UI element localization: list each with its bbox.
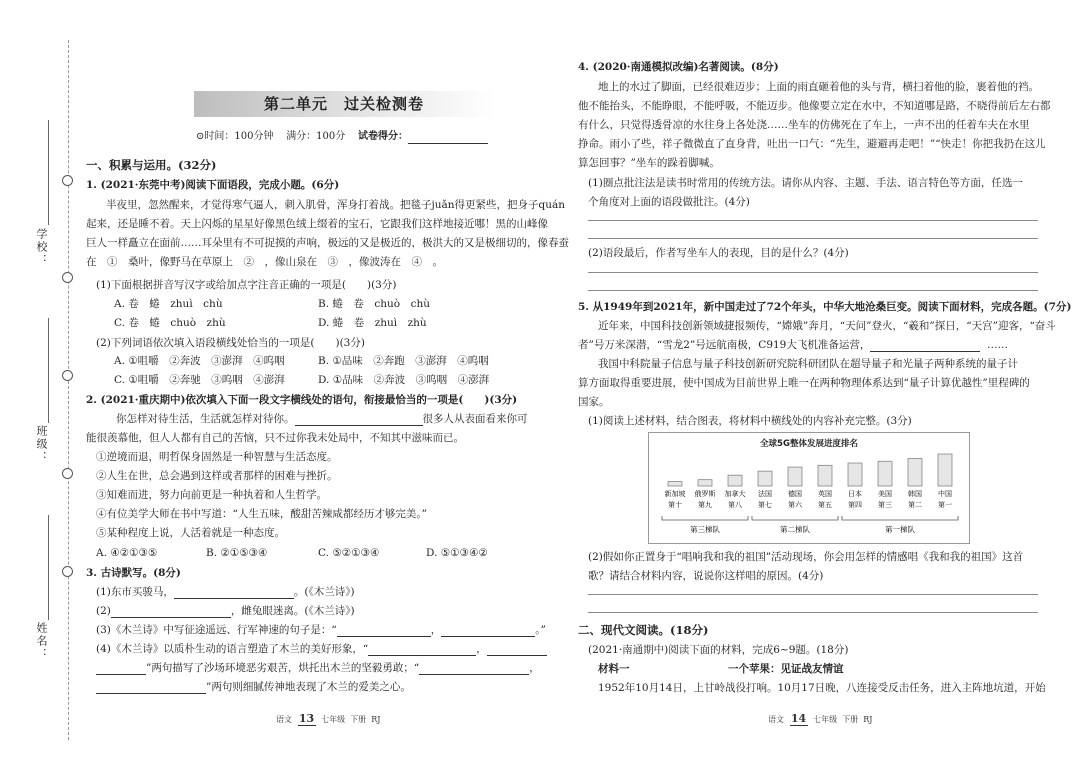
footer-term: 下册 bbox=[842, 715, 859, 724]
q5-sub2: (2)假如你正置身于“唱响我和我的祖国”活动现场，你会用怎样的情感唱《我和我的祖国》这首 bbox=[588, 551, 1024, 563]
chart-group-label: 第二梯队 bbox=[780, 525, 810, 534]
binding-hole-icon bbox=[62, 566, 73, 577]
q3-blank[interactable] bbox=[337, 636, 431, 637]
chart-category-label: 第八 bbox=[728, 501, 742, 509]
q1-option-a[interactable]: A. 卷 蜷 zhuì chù bbox=[114, 298, 223, 310]
binding-hole-icon bbox=[62, 370, 73, 381]
left-footer bbox=[276, 712, 381, 726]
chart-category-label: 第一 bbox=[938, 501, 952, 509]
chart-category-label: 新加坡 bbox=[664, 490, 686, 498]
chart-category-label: 日本 bbox=[848, 490, 862, 498]
chart-category-label: 第九 bbox=[698, 501, 712, 509]
binding-hole-icon bbox=[62, 175, 73, 186]
chart-category-label: 第七 bbox=[758, 501, 772, 509]
q5-blank[interactable] bbox=[870, 351, 980, 352]
q1-sub1: (1)下面根据拼音写汉字或给加点字注音正确的一项是( )(3分) bbox=[96, 279, 397, 291]
q3-head: 3. 古诗默写。(8分) bbox=[86, 567, 181, 579]
q5-text: …… bbox=[987, 339, 1009, 351]
q2-item: ⑤某种程度上说，人活着就是一种态度。 bbox=[96, 527, 285, 539]
chart-category-label: 中国 bbox=[938, 490, 952, 498]
q4-line: 他不能抬头，不能睁眼，不能呼吸，不能迈步。他像要立定在水中，不知道哪是路，不晓得前后左右都 bbox=[578, 100, 1051, 112]
chart-bar bbox=[938, 454, 952, 486]
answer-line[interactable] bbox=[588, 272, 1038, 273]
q3-text: 。(《木兰诗》) bbox=[293, 586, 355, 598]
q1-line: 起来，还是睡不着。天上闪烁的星星好像黑色绒上缀着的宝石，它跟我们这样地接近哪！黑的山峰像 bbox=[86, 218, 548, 230]
q1-sub2-option-c[interactable]: C. ①咀嚼 ②奔驰 ③呜咽 ④澎湃 bbox=[114, 374, 285, 386]
q2-option-b[interactable]: B. ②①⑤③④ bbox=[206, 547, 268, 559]
q4-line: 有什么，只觉得透骨凉的水往身上各处浇……坐车的仿佛死在了车上，一声不出的任着车夫在水里 bbox=[578, 119, 1030, 131]
page-number: 13 bbox=[298, 712, 315, 725]
q3-text: 。” bbox=[535, 624, 546, 636]
chart-category-label: 德国 bbox=[788, 490, 802, 498]
q3-text: ， bbox=[430, 624, 442, 636]
answer-line[interactable] bbox=[588, 220, 1038, 221]
answer-line[interactable] bbox=[588, 238, 1038, 239]
chart-category-label: 第六 bbox=[788, 501, 802, 509]
chart-bar bbox=[878, 461, 892, 486]
q1-line: 巨人一样矗立在面前……耳朵里有不可捉摸的声响，极远的又是极近的，极洪大的又是极细切的，像春蚕 bbox=[86, 237, 569, 249]
section2-heading: 二、现代文阅读。(18分) bbox=[578, 623, 709, 637]
q5-line: 近年来，中国科技创新领域捷报频传，“嫦娥”奔月，“天问”登火，“羲和”探日，“天宫”迎客，“奋斗 bbox=[598, 320, 1056, 332]
chart-bar bbox=[818, 465, 832, 486]
q3-line bbox=[96, 585, 355, 599]
exam-meta bbox=[196, 130, 488, 144]
chart-category-label: 第四 bbox=[848, 501, 862, 509]
q3-line bbox=[96, 604, 355, 618]
5g-ranking-chart bbox=[648, 432, 970, 544]
exam-time: ⊙时间：100分钟 bbox=[196, 131, 274, 142]
right-page bbox=[578, 0, 1072, 764]
q3-blank[interactable] bbox=[111, 617, 231, 618]
q2-line-text: 很多人从表面看来你可 bbox=[422, 413, 528, 425]
chart-bar bbox=[668, 481, 682, 486]
footer-version: RJ bbox=[863, 715, 873, 724]
q3-blank[interactable] bbox=[96, 674, 146, 675]
footer-grade: 七年级 bbox=[321, 715, 346, 724]
q2-item: ①逆境而退，明哲保身固然是一种智慧与生活态度。 bbox=[96, 451, 338, 463]
q3-blank[interactable] bbox=[174, 598, 294, 599]
class-write-line[interactable] bbox=[48, 318, 49, 423]
q4-line: 挣命。雨小了些，祥子微微直了直身背，吐出一口气：“先生，避避再走吧！”“快走！你把我扔在这儿 bbox=[578, 138, 1046, 150]
chart-category-label: 第三 bbox=[878, 501, 892, 509]
q1-line: 在 ① 桑叶，像野马在草原上 ② ，像山泉在 ③ ，像波涛在 ④ 。 bbox=[86, 256, 443, 268]
q3-text: ，雌兔眼迷离。(《木兰诗》) bbox=[230, 605, 355, 617]
school-label: 学校： bbox=[35, 228, 48, 267]
q3-blank[interactable] bbox=[487, 655, 547, 656]
q2-item: ③知难而进，努力向前更是一种执着和人生哲学。 bbox=[96, 489, 327, 501]
chart-bar bbox=[758, 471, 772, 486]
q1-line: 半夜里，忽然醒来，才觉得寒气逼人，刺入肌骨，浑身打着战。把毯子juǎn得更紧些，把身子quán bbox=[106, 199, 566, 211]
q3-text: (1)东市买骏马， bbox=[96, 586, 174, 598]
q4-sub2: (2)语段最后，作者写坐车人的表现，目的是什么？(4分) bbox=[588, 247, 849, 259]
q5-text: 者”号万米深潜，“雪龙2”号远航南极，C919大飞机准备运营， bbox=[578, 339, 871, 351]
q2-option-c[interactable]: C. ⑤②①③④ bbox=[318, 547, 380, 559]
q4-line: 算怎回事？”坐车的跺着脚喊。 bbox=[578, 157, 720, 169]
q4-sub1: (1)圈点批注法是读书时常用的传统方法。请你从内容、主题、手法、语言特色等方面，任选一 bbox=[588, 177, 1023, 189]
q2-item: ②人生在世，总会遇到这样或者那样的困难与挫折。 bbox=[96, 470, 338, 482]
left-page bbox=[86, 0, 569, 764]
chart-category-label: 美国 bbox=[878, 490, 892, 498]
q1-option-d[interactable]: D. 蜷 卷 zhuì zhù bbox=[318, 317, 427, 329]
page-title: 第二单元 过关检测卷 bbox=[263, 95, 424, 113]
material-label: 材料一 bbox=[598, 663, 630, 675]
q5-sub1: (1)阅读上述材料，结合图表，将材料中横线处的内容补充完整。(3分) bbox=[588, 415, 912, 427]
q2-option-a[interactable]: A. ④②①③⑤ bbox=[96, 547, 158, 559]
q3-blank[interactable] bbox=[441, 636, 535, 637]
footer-version: RJ bbox=[371, 715, 381, 724]
q5-head: 5. 从1949年到2021年，新中国走过了72个年头，中华大地沧桑巨变。阅读下面材料，完成各题。(7分) bbox=[578, 301, 1072, 313]
q3-text: ”两句则细腻传神地表现了木兰的爱美之心。 bbox=[206, 681, 411, 693]
score-field[interactable] bbox=[408, 143, 488, 144]
binding-line bbox=[68, 40, 69, 740]
q3-text: ， bbox=[529, 662, 540, 674]
section1-heading: 一、积累与运用。(32分) bbox=[86, 158, 217, 172]
footer-subject: 语文 bbox=[276, 715, 292, 724]
section2-intro: (2021·南通期中)阅读下面的材料，完成6~9题。(18分) bbox=[588, 644, 849, 656]
binding-hole-icon bbox=[62, 272, 73, 283]
school-write-line[interactable] bbox=[48, 120, 49, 225]
material-title: 一个苹果：见证战友情谊 bbox=[728, 663, 844, 675]
q3-blank[interactable] bbox=[368, 655, 476, 656]
q3-text: (3)《木兰诗》中写征途遥远、行军神速的句子是：“ bbox=[96, 624, 337, 636]
q3-line bbox=[96, 680, 411, 694]
binding-hole-icon bbox=[62, 468, 73, 479]
q3-line bbox=[96, 642, 547, 656]
q2-line: 能很羡慕他，但人人都有自己的苦恼，只不过你我未处局中，不知其中滋味而已。 bbox=[86, 432, 464, 444]
chart-group-label: 第三梯队 bbox=[690, 525, 720, 534]
material-first-line: 1952年10月14日，上甘岭战役打响。10月17日晚，八连接受反击任务，进入主阵地坑道，开始 bbox=[598, 682, 1046, 694]
q4-line: 地上的水过了脚面，已经很难迈步；上面的雨直砸着他的头与背，横扫着他的脸，裹着他的裆。 bbox=[598, 81, 1039, 93]
q2-head: 2. (2021·重庆期中)依次填入下面一段文字横线处的语句，衔接最恰当的一项是( )(3分) bbox=[86, 394, 518, 406]
chart-category-label: 第五 bbox=[818, 501, 832, 509]
q1-sub2-option-b[interactable]: B. ①品味 ②奔跑 ③澎湃 ④呜咽 bbox=[318, 355, 489, 367]
q3-blank[interactable] bbox=[419, 674, 529, 675]
chart-category-label: 法国 bbox=[758, 490, 772, 498]
title-banner bbox=[194, 91, 494, 117]
right-footer bbox=[768, 712, 873, 726]
chart-category-label: 俄罗斯 bbox=[694, 490, 716, 498]
name-label: 姓名： bbox=[35, 622, 48, 661]
q3-text: ， bbox=[476, 643, 487, 655]
q3-text: ”两句描写了沙场环境恶劣艰苦，烘托出木兰的坚毅勇敢；“ bbox=[146, 662, 420, 674]
chart-category-label: 英国 bbox=[818, 490, 832, 498]
q5-line: 国家。 bbox=[578, 396, 610, 408]
page-number: 14 bbox=[790, 712, 807, 725]
q3-blank[interactable] bbox=[96, 693, 206, 694]
q1-option-c[interactable]: C. 卷 蜷 chuò zhù bbox=[114, 317, 226, 329]
q3-line bbox=[96, 623, 546, 637]
q2-line bbox=[116, 412, 528, 426]
chart-category-label: 第十 bbox=[668, 501, 682, 509]
class-label: 班级： bbox=[35, 425, 48, 464]
chart-bar bbox=[908, 459, 922, 486]
q3-text: (2) bbox=[96, 605, 111, 617]
q1-head: 1. (2021·东莞中考)阅读下面语段，完成小题。(6分) bbox=[86, 179, 340, 191]
chart-bar bbox=[698, 480, 712, 486]
q5-sub2: 歌？请结合材料内容，说说你这样唱的原因。(4分) bbox=[588, 570, 824, 582]
q2-item: ④有位美学大师在书中写道：“人生五味，酸甜苦辣咸都经历才够完美。” bbox=[96, 508, 427, 520]
chart-category-label: 加拿大 bbox=[724, 490, 746, 498]
q1-sub2: (2)下列词语依次填入语段横线处恰当的一项是( )(3分) bbox=[96, 337, 365, 349]
q5-line bbox=[578, 338, 1008, 352]
q3-text: (4)《木兰诗》以质朴生动的语言塑造了木兰的美好形象，“ bbox=[96, 643, 369, 655]
q5-line: 我国中科院量子信息与量子科技创新研究院科研团队在超导量子和光量子两种系统的量子计 bbox=[598, 358, 1018, 370]
chart-bar bbox=[848, 463, 862, 486]
answer-line[interactable] bbox=[588, 612, 1038, 613]
chart-bar bbox=[788, 467, 802, 486]
answer-line[interactable] bbox=[588, 290, 1038, 291]
chart-category-label: 第二 bbox=[908, 501, 922, 509]
q2-option-d[interactable]: D. ⑤①③④② bbox=[426, 547, 488, 559]
chart-group-label: 第一梯队 bbox=[885, 525, 915, 534]
q4-head: 4. (2020·南通模拟改编)名著阅读。(8分) bbox=[578, 61, 779, 73]
answer-line[interactable] bbox=[588, 594, 1038, 595]
q2-blank[interactable] bbox=[295, 425, 423, 426]
name-write-line[interactable] bbox=[48, 515, 49, 620]
footer-subject: 语文 bbox=[768, 715, 784, 724]
q2-line-text: 你怎样对待生活，生活就怎样对待你。 bbox=[116, 413, 295, 425]
chart-bar bbox=[728, 475, 742, 486]
exam-score-label: 试卷得分： bbox=[358, 131, 408, 142]
q3-line bbox=[96, 661, 540, 675]
q1-sub2-option-a[interactable]: A. ①咀嚼 ②奔波 ③澎湃 ④呜咽 bbox=[114, 355, 285, 367]
footer-term: 下册 bbox=[350, 715, 367, 724]
q1-sub2-option-d[interactable]: D. ①品味 ②奔波 ③呜咽 ④澎湃 bbox=[318, 374, 490, 386]
exam-full-score: 满分：100分 bbox=[286, 131, 346, 142]
chart-title: 全球5G整体发展进度排名 bbox=[760, 439, 858, 449]
footer-grade: 七年级 bbox=[813, 715, 838, 724]
q5-line: 算方面取得重要进展，使中国成为目前世界上唯一在两种物理体系达到“量子计算优越性”里程碑的 bbox=[578, 377, 1030, 389]
chart-category-label: 韩国 bbox=[908, 490, 922, 498]
q4-sub1: 个角度对上面的语段做批注。(4分) bbox=[588, 196, 750, 208]
q1-option-b[interactable]: B. 蜷 卷 chuò chù bbox=[318, 298, 431, 310]
